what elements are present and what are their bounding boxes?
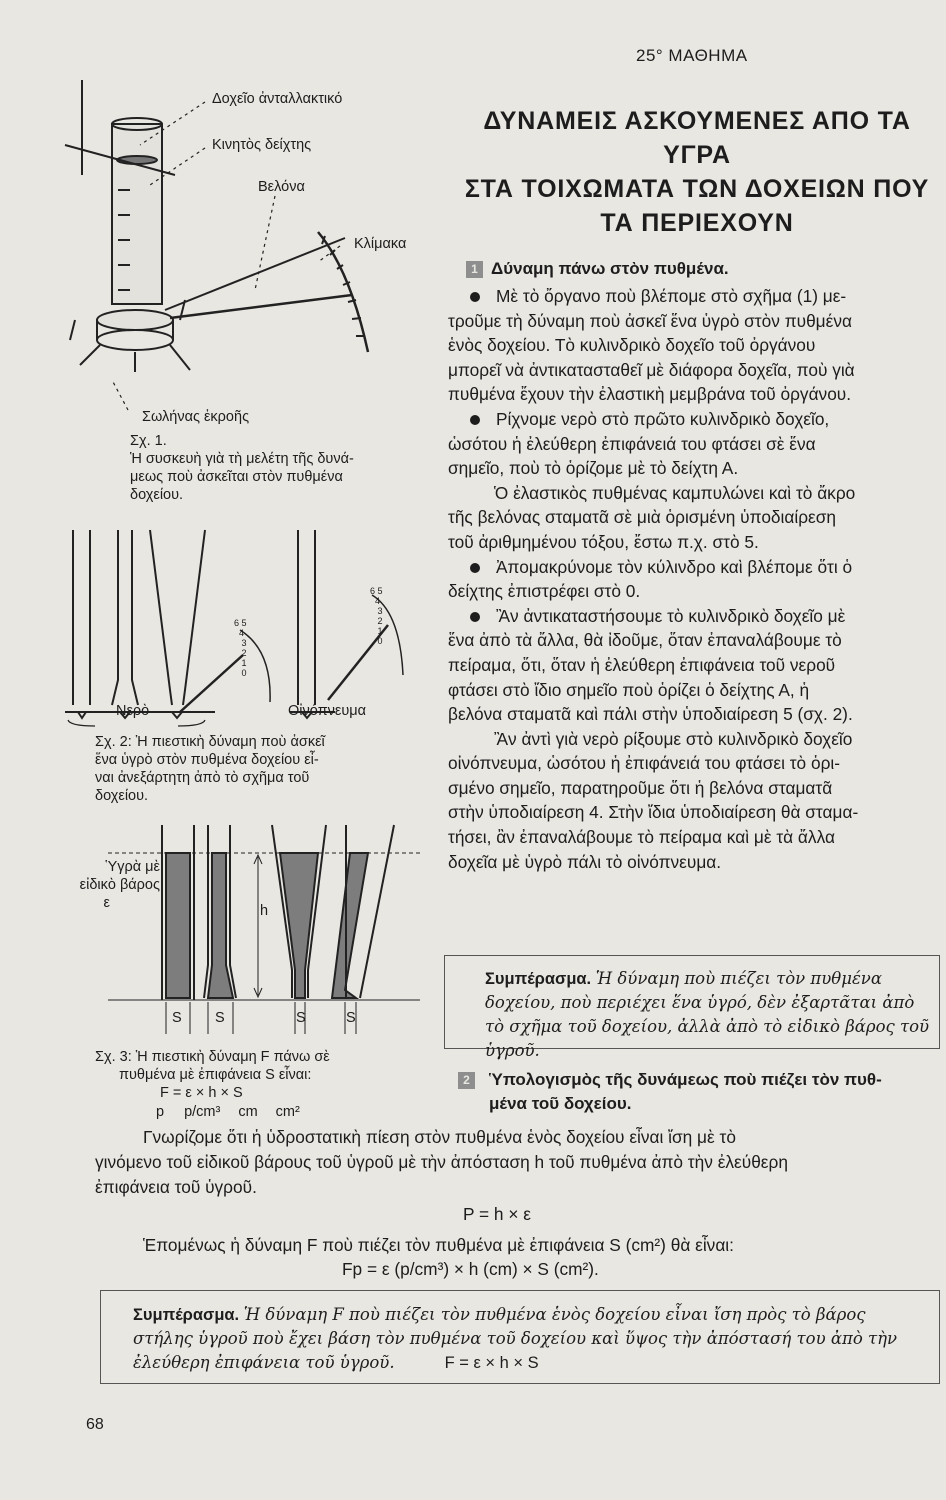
dial1-ticks: 6 5 4 3 2 1 0 xyxy=(234,618,247,678)
body-line: πυθμένα ἔχουν τὴν ἐλαστικὴ μεμβράνα τοῦ ὀργάνου. xyxy=(448,384,852,405)
body-line: βελόνα σταματᾶ καὶ πάλι στὴν ὑποδιαίρεση 5 (σχ. 2). xyxy=(448,704,853,725)
conclusion1-line: Ἡ δύναμη ποὺ πιέζει τὸν πυθμένα xyxy=(595,969,882,988)
body-line: τοῦ ἀριθμημένου τόξου, ἔστω π.χ. στὸ 5. xyxy=(448,531,759,552)
body-line: τήσει, ἂν ἐπαναλάβουμε τὸ πείραμα καὶ μὲ τὰ ἄλλα xyxy=(448,827,835,848)
label-s: S xyxy=(215,1010,225,1026)
body-line: Ρίχνομε νερὸ στὸ πρῶτο κυλινδρικὸ δοχεῖο, xyxy=(448,407,946,432)
body-line: δοχεῖα μὲ ὑγρὸ πάλι τὸ οἰνόπνευμα. xyxy=(448,851,722,872)
conclusion1-line: δοχείου, ποὺ περιέχει ἕνα ὑγρό, δὲν ἐξαρτᾶται ἀπὸ xyxy=(485,993,915,1012)
label-water: Νερὸ xyxy=(116,703,150,719)
conclusion2-line: ἐλεύθερη ἐπιφάνεια τοῦ ὑγροῦ. xyxy=(133,1353,395,1372)
conclusion2-line: στήλης ὑγροῦ ποὺ ἔχει βάση τὸν πυθμένα τοῦ δοχείου καὶ ὕψος τὴν ἀπόστασή του ἀπὸ τὴν xyxy=(133,1329,898,1348)
formula-pressure: P = h × ε xyxy=(463,1204,531,1224)
figure3-side-label: Ὑγρὰ μὲ εἰδικὸ βάρος ε xyxy=(79,859,160,911)
conclusion1-line: τὸ σχῆμα τοῦ δοχείου, ἀλλὰ ἀπὸ τὸ εἰδικὸ βάρος τοῦ xyxy=(485,1017,930,1036)
body-line: τροῦμε τὴ δύναμη ποὺ ἀσκεῖ ἕνα ὑγρὸ στὸν πυθμένα xyxy=(448,310,852,331)
section2-heading-text: μένα τοῦ δοχείου. xyxy=(489,1094,632,1113)
lesson-number: 25° ΜΑΘΗΜΑ xyxy=(636,46,748,65)
figure3-caption: Σχ. 3: Ἡ πιεστικὴ δύναμη F πάνω σὲ πυθμένα μὲ ἐπιφάνεια S εἶναι: xyxy=(95,1049,330,1083)
label-needle: Βελόνα xyxy=(258,179,305,195)
section1-heading-text: Δύναμη πάνω στὸν πυθμένα. xyxy=(491,259,729,278)
body-line: ὡσότου ἡ ἐλεύθερη ἐπιφάνειά του φτάσει σὲ ἕνα xyxy=(448,433,816,454)
body-line: φτάσει στὸ ἴδιο σημεῖο ποὺ ὁρίζει ὁ δείχτης Α, ἡ xyxy=(448,679,810,700)
body-line: Ἂν ἀντὶ γιὰ νερὸ ρίξουμε στὸ κυλινδρικὸ δοχεῖο xyxy=(494,728,853,749)
body-line: ἕνα ἀπὸ τὰ ἄλλα, θὰ ἰδοῦμε, ὅταν ἐπαναλάβουμε τὸ xyxy=(448,630,842,651)
label-h: h xyxy=(260,903,269,919)
title-line: ΤΑ ΠΕΡΙΕΧΟΥΝ xyxy=(600,209,794,237)
figure1-caption: Σχ. 1. Ἡ συσκευὴ γιὰ τὴ μελέτη τῆς δυνά- μεως ποὺ ἀσκεῖται στὸν πυθμένα δοχείου. xyxy=(130,433,354,503)
title-line: ΔΥΝΑΜΕΙΣ ΑΣΚΟΥΜΕΝΕΣ ΑΠΟ ΤΑ xyxy=(483,107,911,135)
conclusion1-line: ὑγροῦ. xyxy=(485,1041,540,1060)
label-s: S xyxy=(296,1010,306,1026)
figure2-caption: Σχ. 2: Ἡ πιεστικὴ δύναμη ποὺ ἀσκεῖ ἕνα ὑγρὸ στὸν πυθμένα δοχείου εἶ- ναι ἀνεξάρτητη ἀπὸ τὸ σχῆμα τοῦ δοχείου. xyxy=(95,734,325,804)
section2-number: 2 xyxy=(458,1072,475,1089)
section1-number: 1 xyxy=(466,261,483,278)
label-container: Δοχεῖο ἀνταλλακτικό xyxy=(212,91,343,107)
body-line: μπορεῖ νὰ ἀντικατασταθεῖ μὲ διάφορα δοχεῖα, ποὺ γιὰ xyxy=(448,359,855,380)
label-drain: Σωλήνας ἐκροῆς xyxy=(142,409,250,425)
body-line: στὴν ὑποδιαίρεση 4. Στὴν ἴδια ὑποδιαίρεση θὰ σταμα- xyxy=(448,802,859,823)
body-line: Ἀπομακρύνομε τὸν κύλινδρο καὶ βλέπομε ὅτι ὁ xyxy=(448,555,946,580)
body-line: γινόμενο τοῦ εἰδικοῦ βάρους τοῦ ὑγροῦ μὲ τὴν ἀπόσταση h τοῦ πυθμένα ἀπὸ τὴν ἐλεύθερη xyxy=(95,1152,788,1172)
label-scale: Κλίμακα xyxy=(354,236,407,252)
body-line: τῆς βελόνας σταματᾶ σὲ μιὰ ὁρισμένη ὑποδιαίρεση xyxy=(448,507,837,528)
body-line: οἰνόπνευμα, ὡσότου ἡ ἐπιφάνειά του φτάσει τὸ ὁρι- xyxy=(448,753,841,774)
body-line: ἐπιφάνεια τοῦ ὑγροῦ. xyxy=(95,1177,257,1197)
label-alcohol: Οἰνόπνευμα xyxy=(288,703,366,719)
body-line: Ὁ ἐλαστικὸς πυθμένας καμπυλώνει καὶ τὸ ἄκρο xyxy=(494,482,856,503)
label-s: S xyxy=(172,1010,182,1026)
body-line: δείχτης ἐπιστρέφει στὸ 0. xyxy=(448,581,641,602)
formula-force: Fp = ε (p/cm³) × h (cm) × S (cm²). xyxy=(342,1259,599,1279)
body-line: Ἂν ἀντικαταστήσουμε τὸ κυλινδρικὸ δοχεῖο μὲ xyxy=(448,604,946,629)
label-s: S xyxy=(346,1010,356,1026)
conclusion2-label: Συμπέρασμα. xyxy=(133,1306,240,1324)
section2-heading-text: Ὑπολογισμὸς τῆς δυνάμεως ποὺ πιέζει τὸν πυθ- xyxy=(489,1070,882,1089)
figure3-units: p p/cm³ cm cm² xyxy=(156,1104,300,1120)
body-line: Μὲ τὸ ὄργανο ποὺ βλέπομε στὸ σχῆμα (1) με- xyxy=(448,284,946,309)
body-line: πείραμα, ὅτι, ὅταν ἡ ἐλεύθερη ἐπιφάνεια τοῦ νεροῦ xyxy=(448,654,836,675)
conclusion1-label: Συμπέρασμα. xyxy=(485,970,592,988)
title-line: ΥΓΡΑ xyxy=(663,141,731,169)
page-number: 68 xyxy=(86,1416,104,1433)
body-line: Ἑπομένως ἡ δύναμη F ποὺ πιέζει τὸν πυθμένα μὲ ἐπιφάνεια S (cm²) θὰ εἶναι: xyxy=(143,1235,734,1255)
body-line: ἑνὸς δοχείου. Τὸ κυλινδρικὸ δοχεῖο τοῦ ὀργάνου xyxy=(448,335,816,356)
conclusion2-line: Ἡ δύναμη F ποὺ πιέζει τὸν πυθμένα ἑνὸς δοχείου εἶναι ἴση πρὸς τὸ βάρος xyxy=(243,1305,866,1324)
label-pointer: Κινητὸς δείχτης xyxy=(212,137,312,153)
dial2-ticks: 6 5 4 3 2 1 0 xyxy=(370,586,383,646)
body-line: Γνωρίζομε ὅτι ἡ ὑδροστατικὴ πίεση στὸν πυθμένα ἑνὸς δοχείου εἶναι ἴση μὲ τὸ xyxy=(143,1127,736,1147)
figure3-formula: F = ε × h × S xyxy=(160,1085,243,1101)
conclusion2-formula: F = ε × h × S xyxy=(444,1354,539,1372)
body-line: σμένο σημεῖο, παρατηροῦμε ὅτι ἡ βελόνα σταματᾶ xyxy=(448,777,833,798)
body-line: σημεῖο, ποὺ τὸ ὁρίζομε μὲ τὸ δείχτη Α. xyxy=(448,458,739,479)
title-line: ΣΤΑ ΤΟΙΧΩΜΑΤΑ ΤΩΝ ΔΟΧΕΙΩΝ ΠΟΥ xyxy=(464,175,930,203)
